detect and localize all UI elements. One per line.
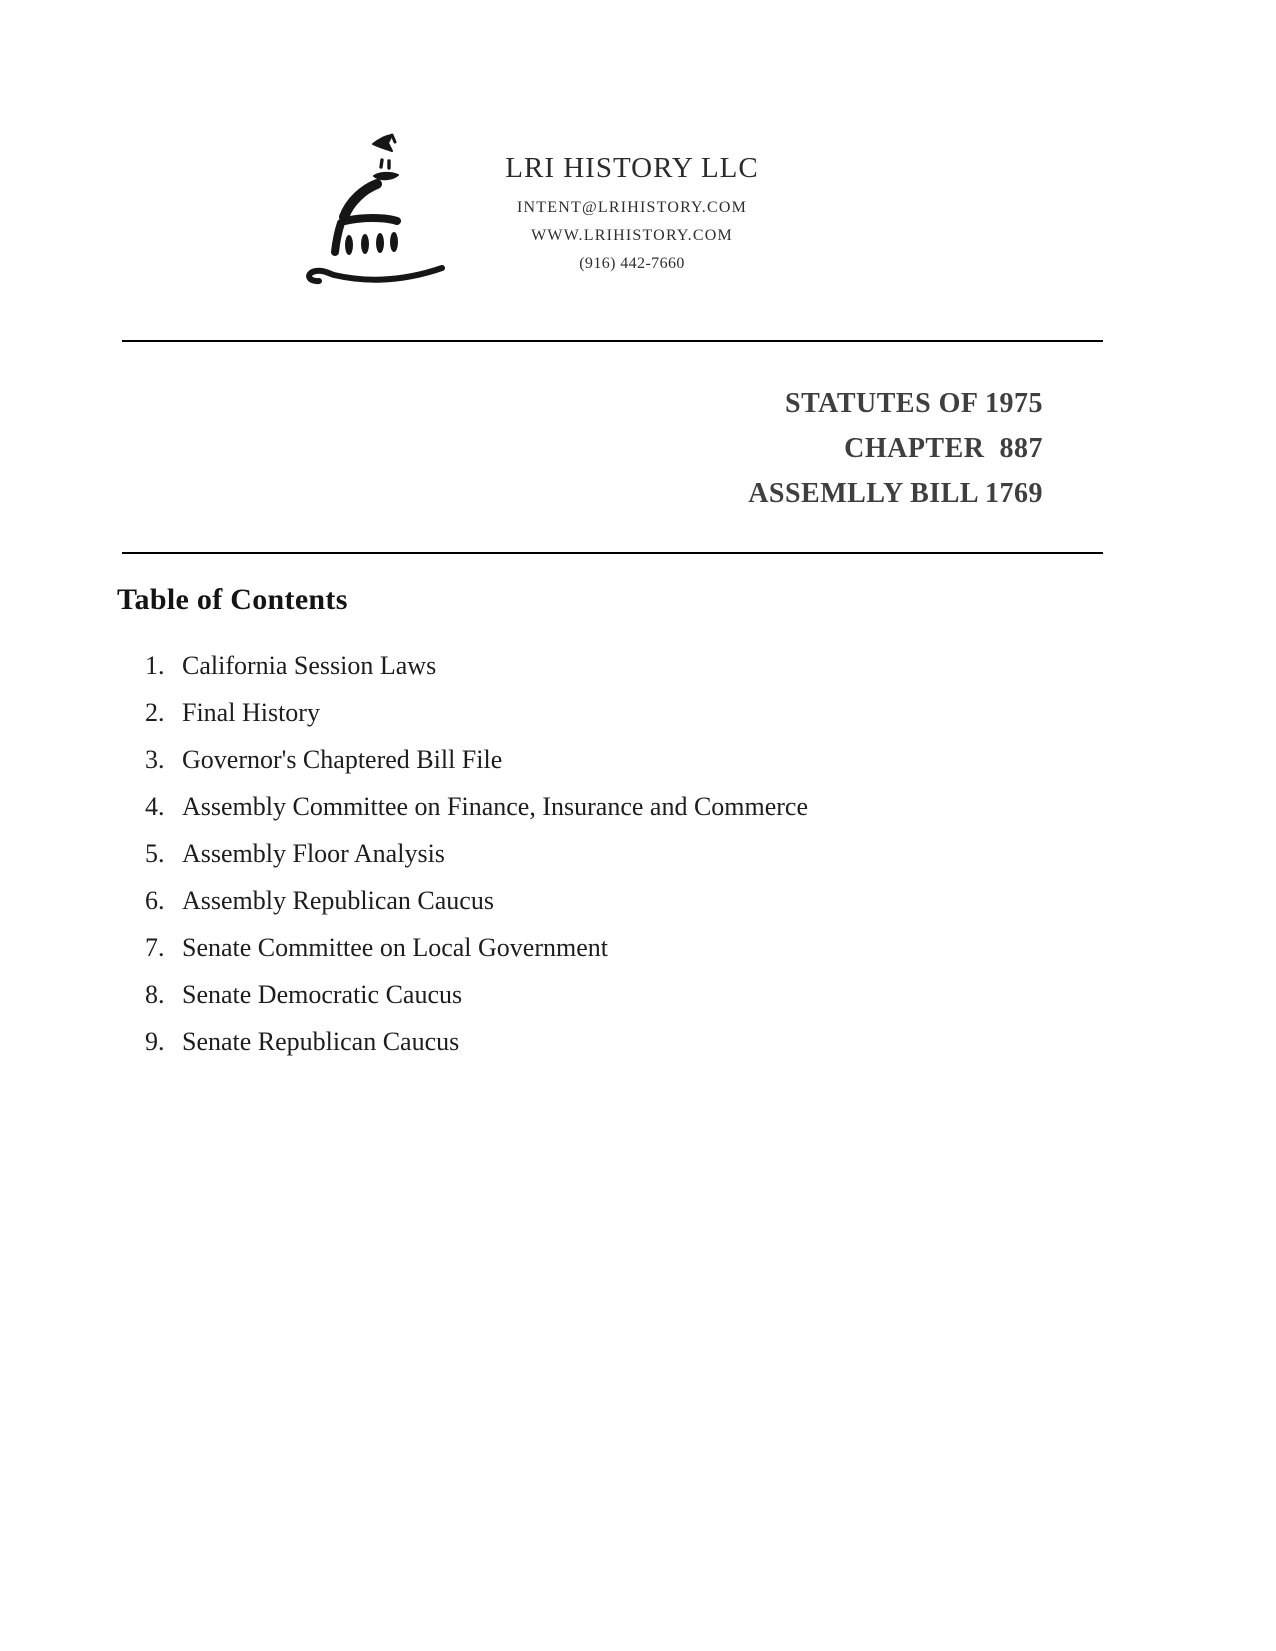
toc-list	[145, 651, 1095, 1074]
toc-item-number: 4.	[145, 792, 165, 821]
toc-item-label: Senate Committee on Local Government	[182, 933, 608, 962]
toc-item-number: 6.	[145, 886, 165, 915]
company-website: WWW.LRIHISTORY.COM	[531, 227, 733, 244]
company-phone: (916) 442-7660	[579, 255, 685, 272]
toc-item	[145, 980, 1095, 1010]
company-email: INTENT@LRIHISTORY.COM	[516, 199, 748, 216]
toc-item-number: 8.	[145, 980, 165, 1009]
toc-item	[145, 886, 1095, 916]
toc-item-label: Assembly Committee on Finance, Insurance and Commerce	[182, 792, 809, 821]
toc-item-label: Final History	[182, 698, 320, 727]
horizontal-rule-top	[122, 340, 1103, 342]
company-name: LRI HISTORY LLC	[505, 152, 759, 184]
toc-item	[145, 933, 1095, 963]
toc-item	[145, 839, 1095, 869]
toc-item	[145, 1027, 1095, 1057]
letterhead	[442, 152, 822, 273]
horizontal-rule-bottom	[122, 552, 1103, 554]
capitol-dome-logo-icon	[288, 120, 458, 292]
toc-item-label: Governor's Chaptered Bill File	[182, 745, 503, 774]
toc-item-label: Senate Democratic Caucus	[182, 980, 463, 1009]
statutes-line: STATUTES OF 1975	[785, 388, 1043, 419]
toc-item-number: 5.	[145, 839, 165, 868]
statute-reference	[748, 381, 1043, 516]
toc-item-number: 3.	[145, 745, 165, 774]
bill-line: ASSEMLLY BILL 1769	[748, 478, 1043, 509]
toc-item-number: 7.	[145, 933, 165, 962]
toc-item-label: Assembly Republican Caucus	[182, 886, 494, 915]
toc-item	[145, 745, 1095, 775]
toc-item-label: Assembly Floor Analysis	[182, 839, 445, 868]
toc-item-number: 9.	[145, 1027, 165, 1056]
toc-title: Table of Contents	[117, 583, 348, 616]
toc-item-label: California Session Laws	[182, 651, 437, 680]
toc-item	[145, 792, 1095, 822]
toc-item-number: 2.	[145, 698, 165, 727]
toc-item	[145, 651, 1095, 681]
toc-item-number: 1.	[145, 651, 165, 680]
chapter-line: CHAPTER 887	[844, 433, 1043, 464]
toc-item-label: Senate Republican Caucus	[182, 1027, 460, 1056]
toc-item	[145, 698, 1095, 728]
